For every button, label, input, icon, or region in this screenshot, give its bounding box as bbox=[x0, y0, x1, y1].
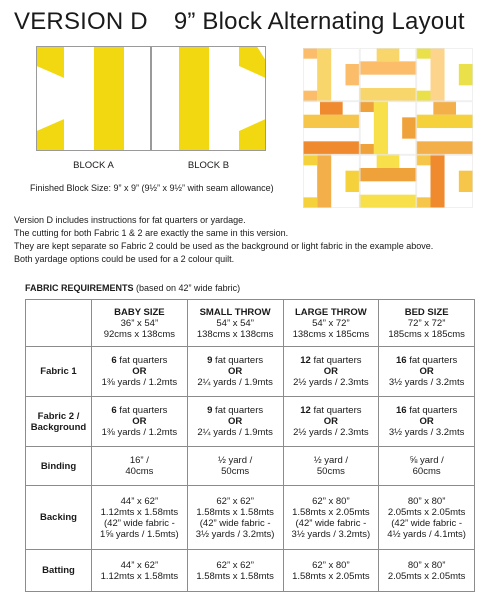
quilt-strip bbox=[431, 48, 445, 101]
quilt-strip bbox=[317, 48, 331, 101]
quilt-corner bbox=[303, 197, 317, 208]
quilt-corner bbox=[416, 197, 430, 208]
block-a-diagram bbox=[36, 46, 151, 151]
fabric-requirements-table bbox=[25, 299, 475, 592]
version-notes bbox=[14, 214, 433, 266]
table-cell: 62” x 62” 1.58mts x 1.58mts (42” wide fabric - 3½ yards / 3.2mts) bbox=[187, 486, 283, 550]
quilt-strip bbox=[445, 155, 459, 208]
block-b-label: BLOCK B bbox=[187, 160, 230, 171]
finished-block-size: Finished Block Size: 9” x 9” (9½” x 9½” with seam allowance) bbox=[30, 183, 274, 193]
quilt-strip bbox=[360, 195, 417, 208]
quilt-strip bbox=[317, 155, 331, 208]
quilt-corner bbox=[303, 48, 317, 59]
quilt-corner bbox=[459, 171, 473, 192]
quilt-strip bbox=[331, 48, 345, 101]
row-label: Batting bbox=[26, 550, 92, 592]
quilt-corner bbox=[416, 91, 430, 102]
table-row bbox=[26, 486, 475, 550]
quilt-corner bbox=[360, 144, 374, 155]
table-cell: 6 fat quarters OR 1⅜ yards / 1.2mts bbox=[92, 397, 188, 447]
row-label: Fabric 2 / Background bbox=[26, 397, 92, 447]
block-b-diagram bbox=[151, 46, 266, 151]
column-header: BABY SIZE 36” x 54” 92cms x 138cms bbox=[92, 300, 188, 347]
quilt-corner bbox=[346, 64, 360, 85]
quilt-corner bbox=[303, 155, 317, 166]
quilt-corner bbox=[459, 64, 473, 85]
table-row bbox=[26, 550, 475, 592]
table-cell: 62” x 80” 1.58mts x 2.05mts bbox=[283, 550, 379, 592]
table-cell: 12 fat quarters OR 2½ yards / 2.3mts bbox=[283, 347, 379, 397]
table-cell: 44” x 62” 1.12mts x 1.58mts bbox=[92, 550, 188, 592]
table-cell: ⅝ yard / 60cms bbox=[379, 447, 475, 486]
table-cell: 16 fat quarters OR 3½ yards / 3.2mts bbox=[379, 397, 475, 447]
row-label: Backing bbox=[26, 486, 92, 550]
quilt-corner bbox=[303, 91, 317, 102]
table-cell: 80” x 80” 2.05mts x 2.05mts (42” wide fabric - 4½ yards / 4.1mts) bbox=[379, 486, 475, 550]
table-cell: 12 fat quarters OR 2½ yards / 2.3mts bbox=[283, 397, 379, 447]
table-row bbox=[26, 397, 475, 447]
table-cell: 6 fat quarters OR 1⅜ yards / 1.2mts bbox=[92, 347, 188, 397]
column-header: BED SIZE 72” x 72” 185cms x 185cms bbox=[379, 300, 475, 347]
quilt-strip bbox=[445, 48, 459, 101]
row-label: Fabric 1 bbox=[26, 347, 92, 397]
title-layout: 9” Block Alternating Layout bbox=[173, 8, 465, 35]
table-header-row bbox=[26, 300, 475, 347]
quilt-corner bbox=[416, 48, 430, 59]
note-line: Version D includes instructions for fat quarters or yardage. bbox=[14, 215, 246, 225]
quilt-layout-preview bbox=[303, 48, 473, 208]
table-row bbox=[26, 347, 475, 397]
note-line: The cutting for both Fabric 1 & 2 are exactly the same in this version. bbox=[14, 228, 289, 238]
quilt-strip bbox=[360, 61, 417, 74]
quilt-strip bbox=[360, 168, 417, 181]
fabric-requirements-title: FABRIC REQUIREMENTS bbox=[25, 283, 134, 293]
column-header: SMALL THROW 54” x 54” 138cms x 138cms bbox=[187, 300, 283, 347]
quilt-strip bbox=[303, 115, 360, 128]
table-cell: 44” x 62” 1.12mts x 1.58mts (42” wide fabric - 1⅝ yards / 1.5mts) bbox=[92, 486, 188, 550]
table-cell: 62” x 80” 1.58mts x 2.05mts (42” wide fabric - 3½ yards / 3.2mts) bbox=[283, 486, 379, 550]
column-header: LARGE THROW 54” x 72” 138cms x 185cms bbox=[283, 300, 379, 347]
fabric-requirements-note: (based on 42” wide fabric) bbox=[133, 283, 241, 293]
table-cell: ½ yard / 50cms bbox=[187, 447, 283, 486]
title-version: VERSION D bbox=[14, 8, 148, 35]
table-row bbox=[26, 447, 475, 486]
quilt-corner bbox=[346, 171, 360, 192]
table-corner-cell bbox=[26, 300, 92, 347]
table-cell: ½ yard / 50cms bbox=[283, 447, 379, 486]
quilt-corner bbox=[360, 101, 374, 112]
quilt-strip bbox=[360, 88, 417, 101]
note-line: They are kept separate so Fabric 2 could be used as the background or light fabric in the example above. bbox=[14, 241, 434, 251]
block-a-label: BLOCK A bbox=[73, 160, 114, 171]
quilt-corner bbox=[377, 48, 400, 61]
quilt-strip bbox=[388, 101, 402, 154]
quilt-strip bbox=[331, 155, 345, 208]
table-cell: 9 fat quarters OR 2¼ yards / 1.9mts bbox=[187, 347, 283, 397]
table-cell: 16” / 40cms bbox=[92, 447, 188, 486]
table-cell: 62” x 62” 1.58mts x 1.58mts bbox=[187, 550, 283, 592]
page-title bbox=[14, 8, 465, 36]
quilt-strip bbox=[303, 141, 360, 154]
quilt-corner bbox=[416, 155, 430, 166]
quilt-strip bbox=[416, 115, 473, 128]
quilt-corner bbox=[320, 101, 343, 114]
quilt-corner bbox=[433, 101, 456, 114]
table-cell: 9 fat quarters OR 2¼ yards / 1.9mts bbox=[187, 397, 283, 447]
table-cell: 80” x 80” 2.05mts x 2.05mts bbox=[379, 550, 475, 592]
quilt-strip bbox=[416, 141, 473, 154]
quilt-strip bbox=[431, 155, 445, 208]
table-cell: 16 fat quarters OR 3½ yards / 3.2mts bbox=[379, 347, 475, 397]
quilt-strip bbox=[374, 101, 388, 154]
fabric-requirements-heading bbox=[25, 283, 240, 293]
note-line: Both yardage options could be used for a 2 colour quilt. bbox=[14, 254, 235, 264]
quilt-corner bbox=[377, 155, 400, 168]
row-label: Binding bbox=[26, 447, 92, 486]
quilt-corner bbox=[402, 117, 416, 138]
